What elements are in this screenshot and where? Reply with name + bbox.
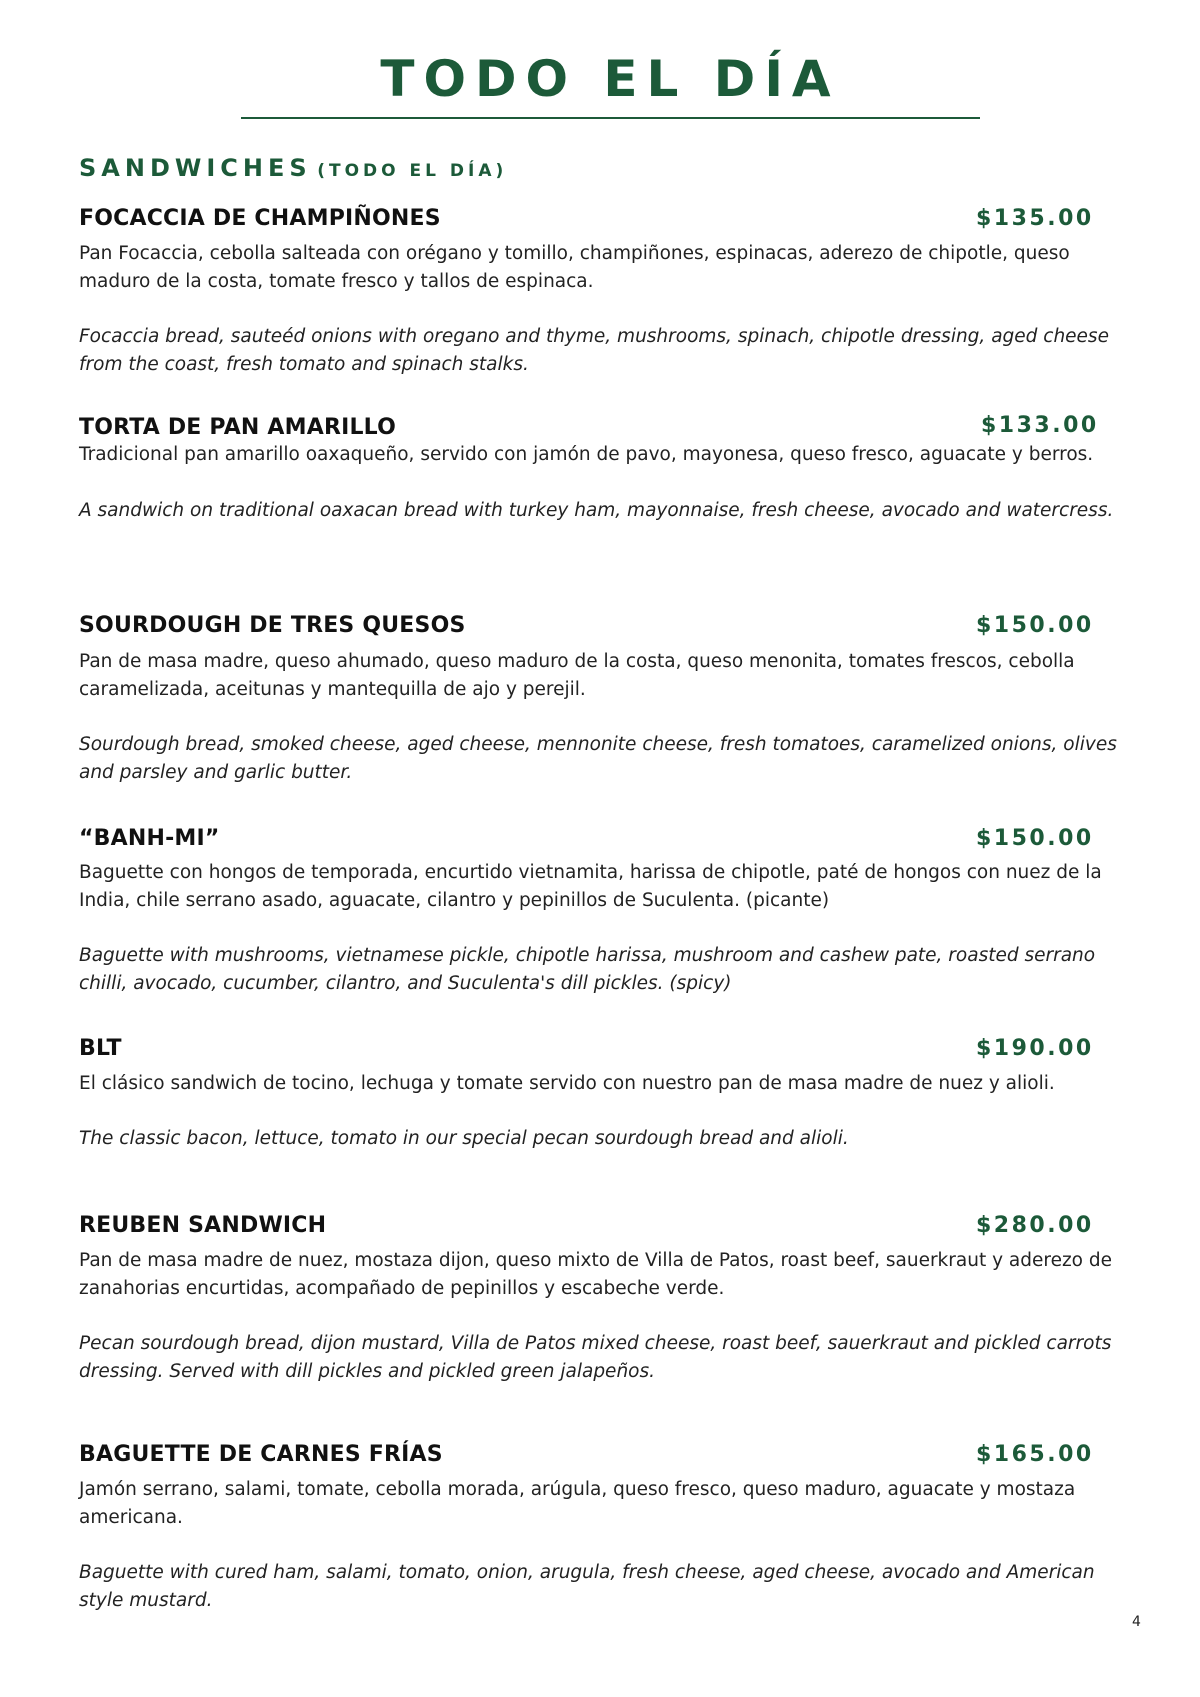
item-price: $135.00 — [976, 206, 1094, 231]
item-description-en: Baguette with mushrooms, vietnamese pickle, chipotle harissa, mushroom and cashew pate, roasted serrano chilli, avocado, cucumber, cilantro, and Suculenta's dill pickles. (spicy) — [79, 945, 1096, 994]
item-name: BAGUETTE DE CARNES FRÍAS — [79, 1442, 443, 1467]
section-heading — [79, 154, 507, 182]
item-description-en: Focaccia bread, sauteéd onions with oregano and thyme, mushrooms, spinach, chipotle dressing, aged cheese from the coast, fresh tomato and spinach stalks. — [79, 326, 1109, 375]
item-description-es: El clásico sandwich de tocino, lechuga y tomate servido con nuestro pan de masa madre de nuez y alioli. — [79, 1073, 1055, 1094]
item-price: $165.00 — [976, 1442, 1094, 1467]
item-description-es: Pan Focaccia, cebolla salteada con orégano y tomillo, champiñones, espinacas, aderezo de chipotle, queso maduro de la costa, tomate fresco y tallos de espinaca. — [79, 243, 1070, 292]
item-price: $150.00 — [976, 826, 1094, 851]
item-name: REUBEN SANDWICH — [79, 1213, 327, 1238]
item-description-en: Sourdough bread, smoked cheese, aged cheese, mennonite cheese, fresh tomatoes, caramelized onions, olives and parsley and garlic butter. — [79, 734, 1117, 783]
title-divider — [241, 117, 980, 119]
item-name: TORTA DE PAN AMARILLO — [79, 415, 397, 440]
item-description-en: The classic bacon, lettuce, tomato in our special pecan sourdough bread and alioli. — [79, 1128, 849, 1149]
page-number: 4 — [1132, 1614, 1141, 1630]
item-description-en: Pecan sourdough bread, dijon mustard, Villa de Patos mixed cheese, roast beef, sauerkraut and pickled carrots dressing. Served with dill pickles and pickled green jalapeños. — [79, 1333, 1112, 1382]
item-price: $280.00 — [976, 1213, 1094, 1238]
item-description-es: Tradicional pan amarillo oaxaqueño, servido con jamón de pavo, mayonesa, queso fresco, aguacate y berros. — [79, 444, 1094, 465]
item-description-en: A sandwich on traditional oaxacan bread with turkey ham, mayonnaise, fresh cheese, avocado and watercress. — [79, 500, 1114, 521]
section-subtitle: (TODO EL DÍA) — [317, 161, 508, 181]
item-price: $150.00 — [976, 613, 1094, 638]
menu-item-reuben — [79, 1211, 1139, 1386]
item-name: FOCACCIA DE CHAMPIÑONES — [79, 206, 441, 231]
item-description-en: Baguette with cured ham, salami, tomato, onion, arugula, fresh cheese, aged cheese, avocado and American style mustard. — [79, 1562, 1095, 1611]
menu-item-focaccia — [79, 204, 1139, 379]
item-description-es: Jamón serrano, salami, tomate, cebolla morada, arúgula, queso fresco, queso maduro, aguacate y mostaza americana. — [79, 1479, 1076, 1528]
item-name: SOURDOUGH DE TRES QUESOS — [79, 613, 466, 638]
item-price: $133.00 — [981, 413, 1099, 438]
item-price: $190.00 — [976, 1036, 1094, 1061]
menu-item-banh-mi — [79, 824, 1139, 998]
item-description-es: Baguette con hongos de temporada, encurtido vietnamita, harissa de chipotle, paté de hongos con nuez de la India, chile serrano asado, aguacate, cilantro y pepinillos de Suculenta. (picante) — [79, 862, 1102, 911]
menu-item-sourdough — [79, 611, 1139, 787]
menu-item-torta — [79, 413, 1139, 525]
item-name: BLT — [79, 1036, 122, 1061]
item-description-es: Pan de masa madre de nuez, mostaza dijon, queso mixto de Villa de Patos, roast beef, sauerkraut y aderezo de zanahorias encurtidas, acompañado de pepinillos y escabeche verde. — [79, 1250, 1112, 1299]
section-title: SANDWICHES — [79, 154, 312, 182]
menu-item-baguette — [79, 1440, 1139, 1615]
item-description-es: Pan de masa madre, queso ahumado, queso maduro de la costa, queso menonita, tomates frescos, cebolla caramelizada, aceitunas y mantequilla de ajo y perejil. — [79, 651, 1075, 700]
menu-item-blt — [79, 1034, 1139, 1153]
page-title: TODO EL DÍA — [380, 50, 840, 108]
item-name: “BANH-MI” — [79, 826, 220, 851]
